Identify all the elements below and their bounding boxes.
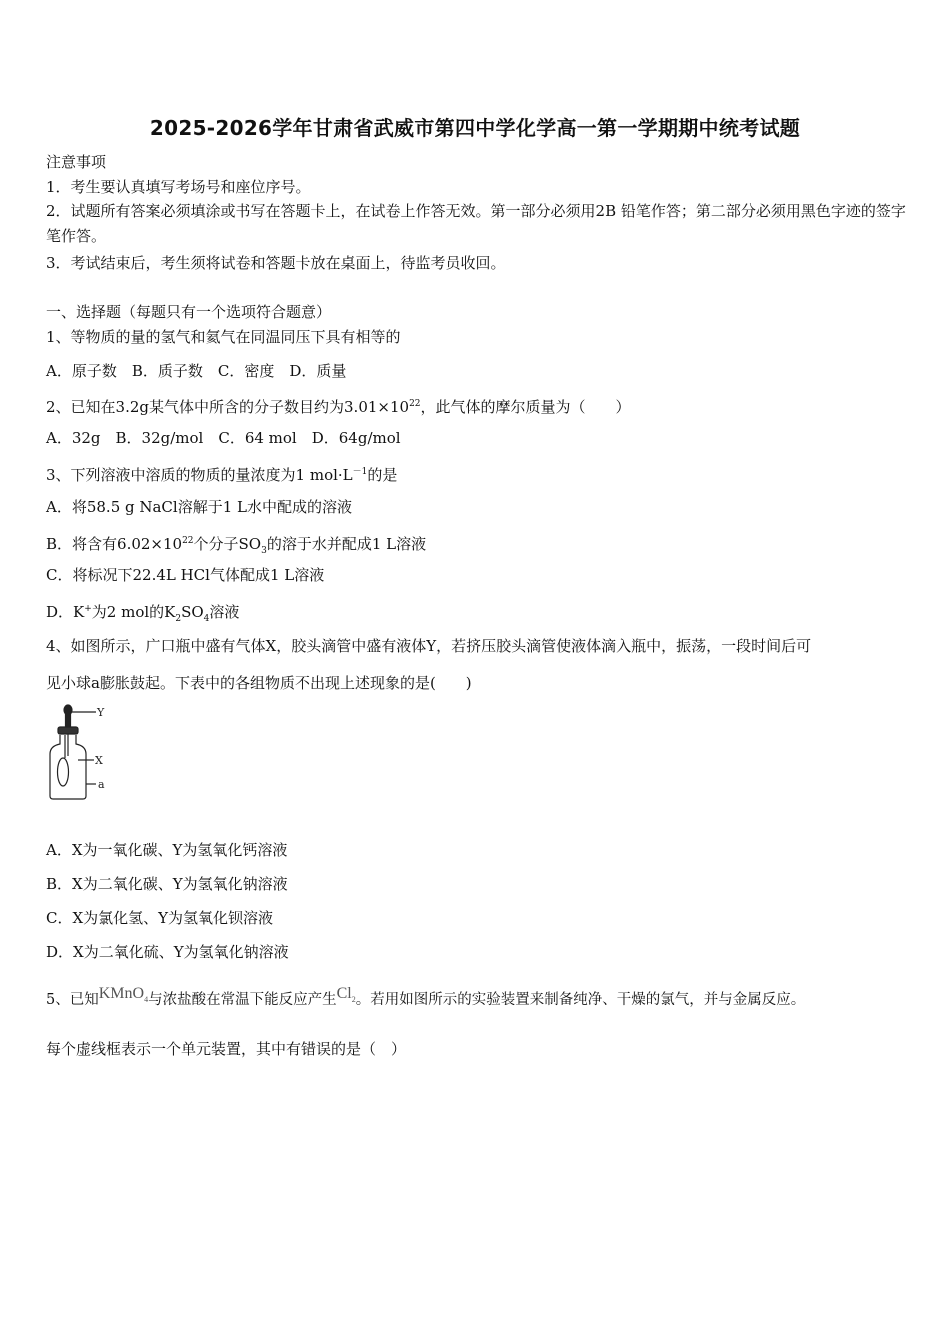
question-4-option-d: D．X为二氧化硫、Y为氢氧化钠溶液 bbox=[46, 943, 289, 961]
q2-stem-a: 2、已知在3.2g某气体中所含的分子数目约为3.01×10 bbox=[46, 398, 410, 416]
page-title: 2025-2026学年甘肃省武威市第四中学化学高一第一学期期中统考试题 bbox=[149, 116, 801, 140]
q3-d-sup: + bbox=[84, 604, 92, 614]
q5-stem-c: 。若用如图所示的实验装置来制备纯净、干燥的氯气，并与金属反应。 bbox=[355, 992, 806, 1008]
figure-label-y: Y bbox=[97, 706, 105, 719]
dropper-neck bbox=[66, 714, 71, 728]
q5-stem-b: 与浓盐酸在常温下能反应产生 bbox=[148, 992, 337, 1008]
question-5-stem-line-2: 每个虚线框表示一个单元装置，其中有错误的是（ ） bbox=[46, 1040, 407, 1058]
question-5-stem-line-1 bbox=[46, 984, 805, 1010]
question-4-stem-line-2: 见小球a膨胀鼓起。下表中的各组物质不出现上述现象的是( ) bbox=[46, 674, 472, 692]
kmno4-sub: 4 bbox=[144, 995, 149, 1005]
q3-d-3: SO bbox=[181, 603, 204, 621]
question-3-option-b bbox=[46, 531, 426, 561]
question-4-option-c: C．X为氯化氢、Y为氢氧化钡溶液 bbox=[46, 909, 274, 927]
q2-stem-b: ，此气体的摩尔质量为（ ） bbox=[420, 398, 631, 416]
stopper bbox=[58, 727, 78, 734]
q3-b-1: B．将含有6.02×10 bbox=[46, 535, 183, 553]
section-heading: 一、选择题（每题只有一个选项符合题意） bbox=[46, 303, 332, 321]
q2-stem-exp: 22 bbox=[409, 399, 421, 409]
question-4-stem-line-1: 4、如图所示，广口瓶中盛有气体X，胶头滴管中盛有液体Y，若挤压胶头滴管使液体滴入瓶中，振荡，一段时间后可 bbox=[46, 637, 812, 655]
kmno4-formula bbox=[98, 985, 149, 1005]
question-4-option-a: A．X为一氧化碳、Y为氢氧化钙溶液 bbox=[46, 841, 288, 859]
question-3-option-a: A．将58.5 g NaCl溶解于1 L水中配成的溶液 bbox=[46, 498, 352, 516]
q3-stem-a: 3、下列溶液中溶质的物质的量浓度为1 mol·L bbox=[46, 466, 353, 484]
balloon-a bbox=[58, 758, 69, 786]
flask-drawing bbox=[50, 705, 96, 799]
q3-b-2: 个分子SO bbox=[193, 535, 262, 553]
q3-d-4: 溶液 bbox=[209, 603, 240, 621]
q3-d-2: 为2 mol的K bbox=[91, 603, 176, 621]
question-3-stem bbox=[46, 462, 397, 485]
q3-d-sub2: 4 bbox=[203, 614, 210, 624]
q5-stem-a: 5、已知 bbox=[46, 992, 99, 1008]
flask-dropper-figure bbox=[44, 702, 116, 804]
figure-label-x: X bbox=[95, 754, 103, 767]
figure-label-a: a bbox=[98, 778, 105, 791]
cl2-text: Cl bbox=[336, 985, 352, 1002]
question-2-stem bbox=[46, 394, 631, 417]
question-2-options: A．32g B．32g/mol C．64 mol D．64g/mol bbox=[46, 429, 401, 447]
question-4-option-b: B．X为二氧化碳、Y为氢氧化钠溶液 bbox=[46, 875, 288, 893]
q3-b-sub: 3 bbox=[261, 546, 267, 556]
cl2-sub: 2 bbox=[351, 995, 356, 1005]
q3-b-3: 的溶于水并配成1 L溶液 bbox=[266, 535, 427, 553]
question-1-options: A．原子数 B．质子数 C．密度 D．质量 bbox=[46, 362, 347, 380]
q3-stem-b: 的是 bbox=[367, 466, 398, 484]
question-1-stem: 1、等物质的量的氢气和氦气在同温同压下具有相等的 bbox=[46, 328, 401, 346]
notice-item-2: 2．试题所有答案必须填涂或书写在答题卡上，在试卷上作答无效。第一部分必须用2B 铅笔作答；第二部分必须用黑色字迹的签字笔作答。 bbox=[46, 202, 906, 245]
q3-stem-exp: －1 bbox=[352, 467, 368, 477]
cl2-formula bbox=[336, 985, 356, 1005]
notice-item-3: 3．考试结束后，考生须将试卷和答题卡放在桌面上，待监考员收回。 bbox=[46, 254, 506, 272]
notice-item-1: 1．考生要认真填写考场号和座位序号。 bbox=[46, 178, 311, 196]
question-3-option-c: C．将标况下22.4L HCl气体配成1 L溶液 bbox=[46, 566, 325, 584]
q3-b-exp: 22 bbox=[182, 536, 194, 546]
notice-heading: 注意事项 bbox=[46, 153, 107, 171]
q3-d-1: D．K bbox=[46, 603, 85, 621]
question-3-option-d bbox=[46, 599, 239, 629]
q3-d-sub1: 2 bbox=[175, 614, 182, 624]
kmno4-text: KMnO bbox=[98, 985, 145, 1002]
